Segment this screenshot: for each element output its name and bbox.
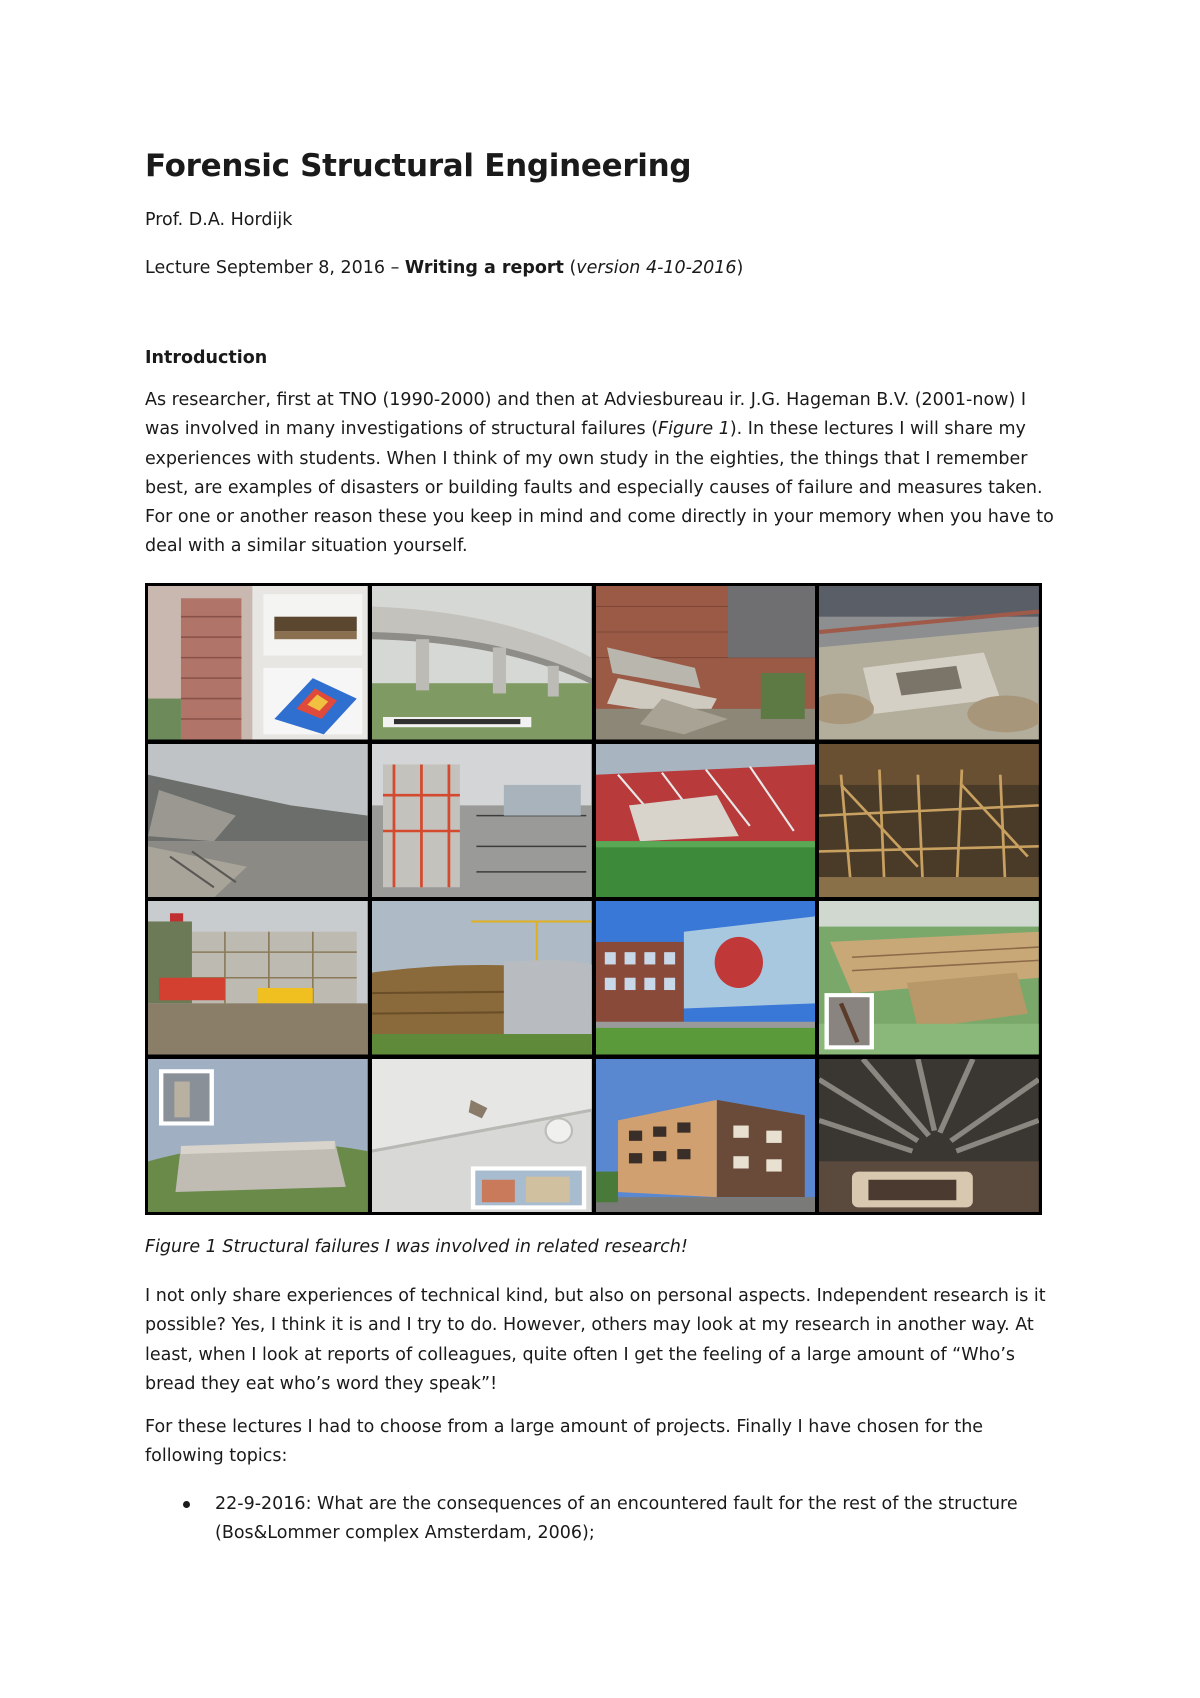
photo-tower-cracks bbox=[148, 586, 368, 740]
photo-fire-damaged-ceiling bbox=[819, 1059, 1039, 1213]
topic-item bbox=[145, 1490, 1065, 1549]
intro-paragraph bbox=[145, 386, 1065, 562]
author-line: Prof. D.A. Hordijk bbox=[145, 210, 293, 230]
lecture-open: ( bbox=[563, 258, 577, 278]
figure-photo-grid bbox=[145, 583, 1042, 1215]
photo-building-render bbox=[819, 901, 1039, 1055]
intro-part1: As researcher, first at TNO (1990-2000) and then at Adviesbureau ir. J.G. Hageman B.V. (2001-now) I was involved in many investigations of structural failures ( bbox=[145, 390, 1027, 440]
photo-demolition-site bbox=[148, 901, 368, 1055]
photo-shoring-interior bbox=[819, 744, 1039, 898]
photo-viaduct bbox=[372, 586, 592, 740]
lecture-prefix: Lecture September 8, 2016 – bbox=[145, 258, 405, 278]
topic-text: What are the consequences of an encountered fault for the rest of the structure (Bos&Lommer complex Amsterdam, 2006); bbox=[215, 1494, 1018, 1544]
photo-construction-scaffold bbox=[372, 744, 592, 898]
lecture-topic: Writing a report bbox=[404, 258, 564, 278]
lecture-line bbox=[145, 258, 743, 278]
figure-caption: Figure 1 Structural failures I was involved in related research! bbox=[145, 1237, 688, 1257]
intro-part2: ). In these lectures I will share my experiences with students. When I think of my own study in the eighties, the things that I remember best, are examples of disasters or building faults and especially causes of failure and measures taken. For one or another reason these you keep in mind and come directly in your memory when you have to deal with a similar situation yourself. bbox=[145, 419, 1054, 557]
lecture-close: ) bbox=[736, 258, 744, 278]
paragraph-topics-intro: For these lectures I had to choose from a large amount of projects. Finally I have chosen for the following topics: bbox=[145, 1417, 984, 1467]
photo-curved-wall-crane bbox=[372, 901, 592, 1055]
bullet-icon bbox=[183, 1501, 190, 1508]
photo-concrete-bunker bbox=[148, 1059, 368, 1213]
photo-collapsed-balconies bbox=[596, 586, 816, 740]
topics-list bbox=[145, 1490, 1065, 1549]
document-title: Forensic Structural Engineering bbox=[145, 148, 692, 184]
photo-stadium-roof bbox=[596, 744, 816, 898]
photo-office-building bbox=[596, 901, 816, 1055]
photo-collapsed-roof bbox=[148, 744, 368, 898]
photo-ceiling-detail bbox=[372, 1059, 592, 1213]
section-heading: Introduction bbox=[145, 348, 268, 368]
topic-date: 22-9-2016: bbox=[215, 1494, 312, 1514]
lecture-version: version 4-10-2016 bbox=[576, 258, 737, 278]
paragraph-independence: I not only share experiences of technical kind, but also on personal aspects. Independent research is it possible? Yes, I think it is and I try to do. However, others may look at my research in another way. At least, when I look at reports of colleagues, quite often I get the feeling of a large amount of “Who’s bread they eat who’s word they speak”! bbox=[145, 1286, 1046, 1394]
photo-platform-excavation bbox=[819, 586, 1039, 740]
figure-reference: Figure 1 bbox=[658, 419, 730, 440]
photo-apartment-block bbox=[596, 1059, 816, 1213]
